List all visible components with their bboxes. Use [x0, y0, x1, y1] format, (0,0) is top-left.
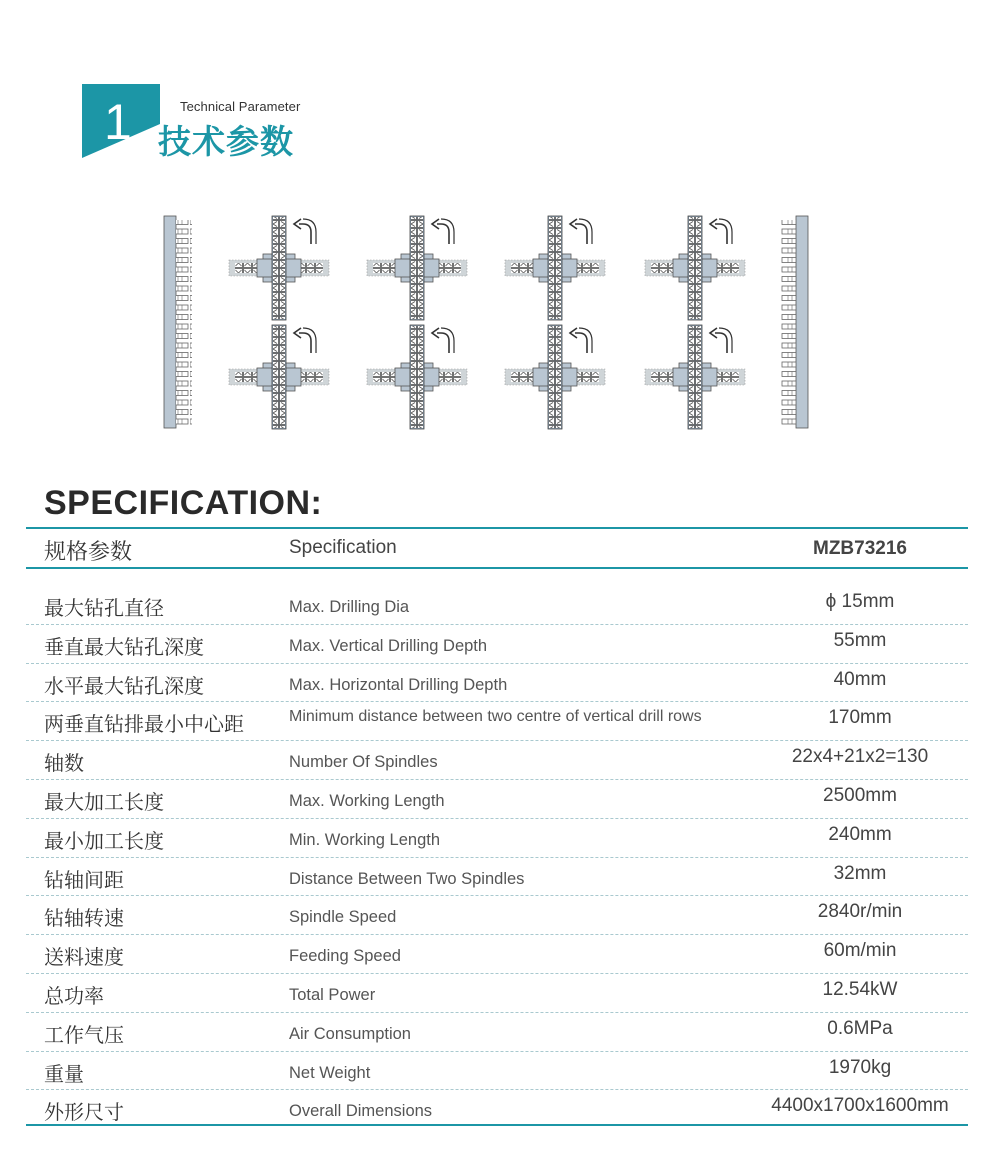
table-row — [26, 819, 968, 858]
drill-head-1-top — [229, 216, 329, 320]
column-header-en: Specification — [289, 537, 397, 558]
row-value: 22x4+21x2=130 — [791, 746, 929, 768]
row-label-en: Min. Working Length — [289, 830, 441, 849]
row-value: 1970kg — [828, 1056, 892, 1078]
row-label-cn: 水平最大钻孔深度 — [44, 673, 204, 698]
row-value: 12.54kW — [822, 978, 898, 1000]
drill-layout-diagram — [158, 208, 818, 438]
table-row — [26, 664, 968, 703]
section-number: 1 — [104, 94, 132, 150]
row-label-en: Max. Working Length — [289, 791, 445, 810]
row-value: 240mm — [828, 823, 892, 845]
column-header-cn: 规格参数 — [44, 540, 133, 565]
table-row — [26, 780, 968, 819]
right-spindle-rail — [780, 216, 808, 428]
table-row — [26, 858, 968, 897]
row-label-en: Number Of Spindles — [289, 753, 438, 772]
row-label-cn: 轴数 — [44, 751, 84, 776]
row-value: 170mm — [828, 707, 892, 729]
table-bottom-rule — [26, 1124, 968, 1126]
section-number-badge — [82, 84, 160, 158]
row-label-cn: 工作气压 — [44, 1022, 124, 1047]
row-label-en: Net Weight — [289, 1063, 371, 1082]
drill-head-4-bottom — [645, 325, 745, 429]
row-label-cn: 钻轴转速 — [44, 906, 124, 931]
row-label-cn: 重量 — [44, 1061, 84, 1086]
row-value: 32mm — [833, 862, 887, 884]
row-label-en: Max. Horizontal Drilling Depth — [289, 675, 508, 694]
row-label-cn: 最小加工长度 — [44, 828, 164, 853]
table-row — [26, 1013, 968, 1052]
row-label-en: Distance Between Two Spindles — [289, 869, 525, 888]
row-value: 2500mm — [823, 784, 897, 806]
row-value: 4400x1700x1600mm — [771, 1095, 949, 1117]
row-label-cn: 最大钻孔直径 — [44, 596, 164, 620]
row-label-en: Max. Vertical Drilling Depth — [289, 636, 488, 655]
drill-head-2-top — [367, 216, 467, 320]
table-row — [26, 974, 968, 1013]
spec-title: SPECIFICATION: — [44, 484, 323, 522]
row-value: 0.6MPa — [827, 1017, 893, 1039]
row-label-cn: 钻轴间距 — [44, 867, 124, 892]
row-value: 40mm — [833, 668, 887, 690]
row-label-cn: 垂直最大钻孔深度 — [44, 634, 204, 659]
row-value: ϕ 15mm — [825, 591, 895, 612]
row-label-cn: 外形尺寸 — [44, 1100, 124, 1125]
table-row — [26, 586, 968, 625]
row-label-en: Spindle Speed — [289, 908, 397, 927]
table-row — [26, 935, 968, 974]
drill-head-2-bottom — [367, 325, 467, 429]
row-label-en: Max. Drilling Dia — [289, 598, 410, 616]
drill-head-1-bottom — [229, 325, 329, 429]
section-subtitle-en: Technical Parameter — [180, 99, 301, 114]
column-header-model: MZB73216 — [813, 538, 907, 559]
row-value: 55mm — [833, 629, 887, 651]
table-header-rule — [26, 567, 968, 569]
section-title-cn: 技术参数 — [158, 122, 294, 161]
drill-head-3-top — [505, 216, 605, 320]
drill-head-4-top — [645, 216, 745, 320]
badge-shape — [82, 84, 160, 158]
table-row — [26, 625, 968, 664]
row-label-en: Feeding Speed — [289, 947, 401, 966]
spec-table — [26, 586, 968, 1129]
table-top-rule — [26, 527, 968, 529]
row-label-cn: 两垂直钻排最小中心距 — [44, 712, 244, 737]
row-label-cn: 最大加工长度 — [44, 789, 164, 814]
row-label-en: Total Power — [289, 985, 376, 1004]
row-value: 60m/min — [823, 940, 897, 962]
row-label-cn: 总功率 — [44, 983, 104, 1008]
left-spindle-rail — [164, 216, 192, 428]
table-row — [26, 702, 968, 741]
row-label-cn: 送料速度 — [44, 945, 124, 970]
row-label-en: Air Consumption — [289, 1024, 411, 1043]
table-row — [26, 896, 968, 935]
table-row — [26, 741, 968, 780]
table-row — [26, 1052, 968, 1091]
drill-head-3-bottom — [505, 325, 605, 429]
row-label-en: Minimum distance between two centre of vertical drill rows — [289, 708, 702, 726]
row-value: 2840r/min — [817, 901, 903, 923]
row-label-en: Overall Dimensions — [289, 1102, 433, 1121]
